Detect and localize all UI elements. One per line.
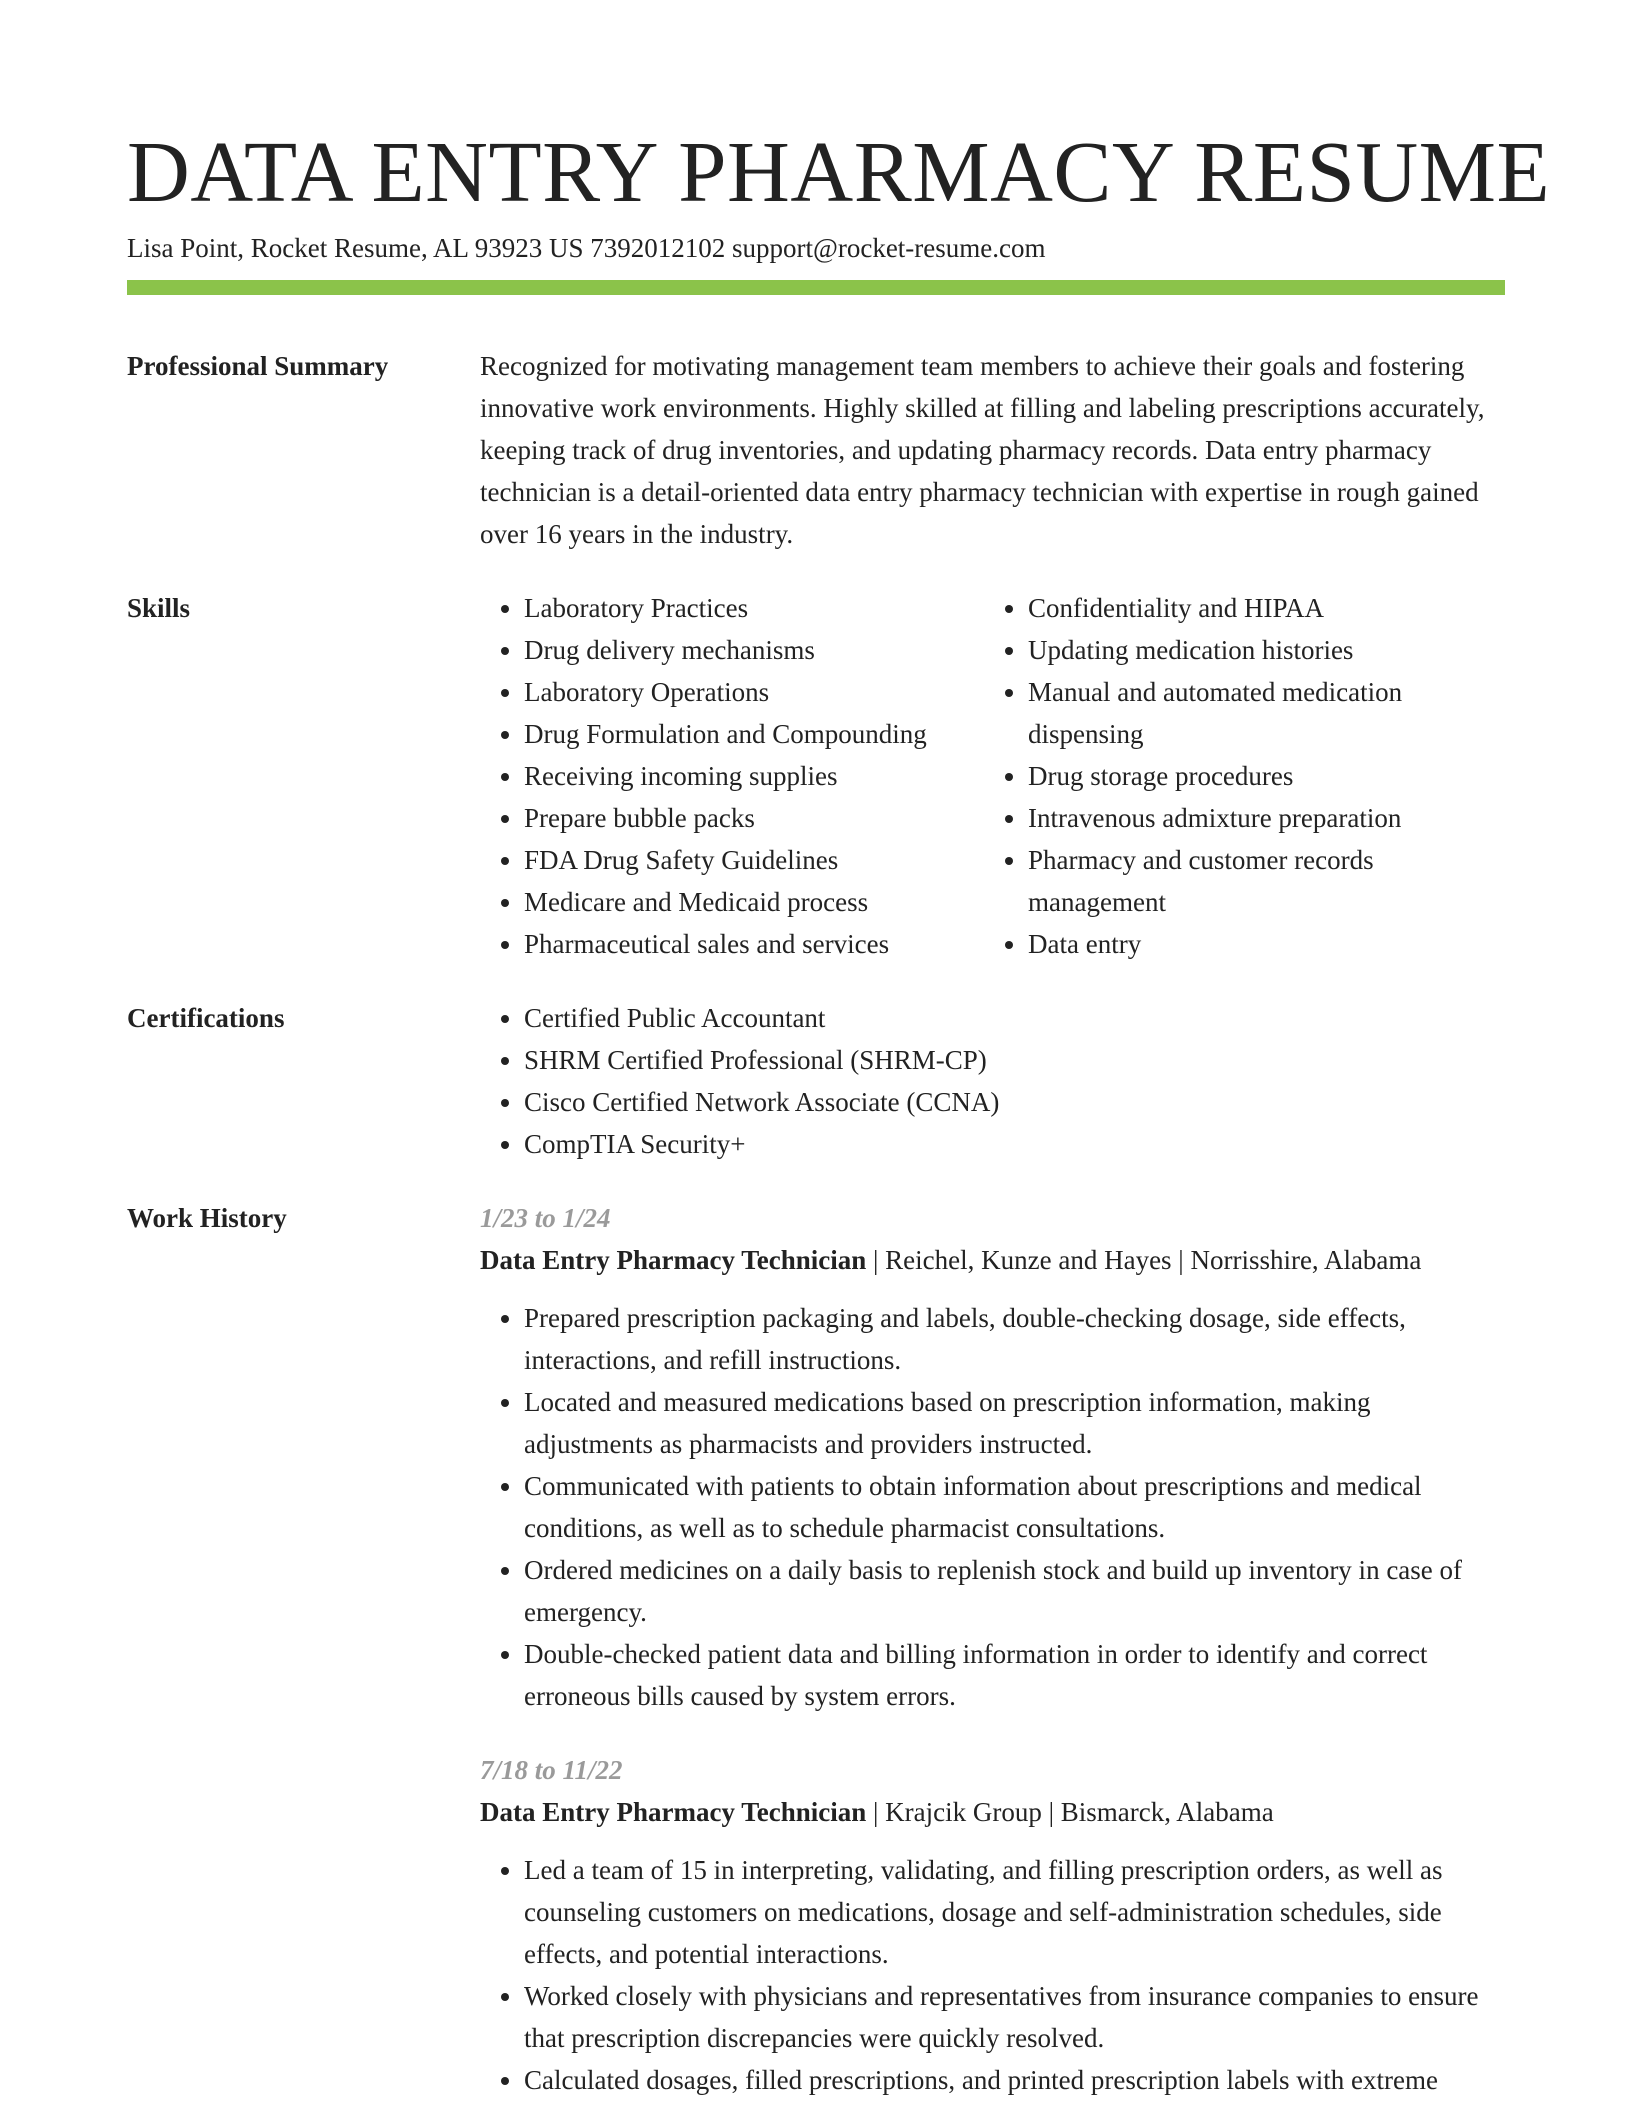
job-role: Data Entry Pharmacy Technician — [480, 1797, 867, 1827]
job-heading — [480, 1791, 1505, 1833]
job-duty: • Worked closely with physicians and representatives from insurance companies to ensure that prescription discrepancies were quickly resolved. — [524, 1975, 1505, 2059]
contact-line: Lisa Point, Rocket Resume, AL 93923 US 7392012102 support@rocket-resume.com — [127, 233, 1046, 263]
skill-item: • Laboratory Operations — [524, 671, 984, 713]
summary-text: Recognized for motivating management team members to achieve their goals and fostering innovative work environments. Highly skilled at filling and labeling prescriptions accurately, keeping track of drug inventories, and updating pharmacy records. Data entry pharmacy technician is a detail-oriented data entry pharmacy technician with expertise in rough gained over 16 years in the industry. — [480, 351, 1485, 549]
job-dates: 1/23 to 1/24 — [480, 1203, 611, 1233]
job-duty: • Ordered medicines on a daily basis to replenish stock and build up inventory in case of emergency. — [524, 1549, 1505, 1633]
job-role: Data Entry Pharmacy Technician — [480, 1245, 867, 1275]
skill-item: • FDA Drug Safety Guidelines — [524, 839, 984, 881]
certifications-section — [127, 997, 1505, 1165]
skill-item: • Updating medication histories — [1028, 629, 1488, 671]
skill-item: • Intravenous admixture preparation — [1028, 797, 1488, 839]
skill-item: • Manual and automated medication dispensing — [1028, 671, 1488, 755]
skills-section — [127, 587, 1505, 965]
job-details: | Krajcik Group | Bismarck, Alabama — [866, 1797, 1274, 1827]
skill-item: • Drug Formulation and Compounding — [524, 713, 984, 755]
job-duty: • Communicated with patients to obtain information about prescriptions and medical conditions, as well as to schedule pharmacist consultations. — [524, 1465, 1505, 1549]
skills-list-left — [480, 587, 984, 965]
skill-item: • Laboratory Practices — [524, 587, 984, 629]
work-history-label: Work History — [127, 1203, 287, 1233]
skill-item: • Pharmacy and customer records management — [1028, 839, 1488, 923]
skills-columns — [480, 587, 1505, 965]
certification-item: • CompTIA Security+ — [524, 1123, 1505, 1165]
certification-item: • Certified Public Accountant — [524, 997, 1505, 1039]
job-duty: • Prepared prescription packaging and labels, double-checking dosage, side effects, interactions, and refill instructions. — [524, 1297, 1505, 1381]
job-duty: • Double-checked patient data and billing information in order to identify and correct erroneous bills caused by system errors. — [524, 1633, 1505, 1717]
job-duties — [480, 1849, 1505, 2101]
job-entry — [480, 1197, 1505, 1717]
job-dates: 7/18 to 11/22 — [480, 1755, 623, 1785]
certification-item: • SHRM Certified Professional (SHRM-CP) — [524, 1039, 1505, 1081]
skill-item: • Confidentiality and HIPAA — [1028, 587, 1488, 629]
skills-label: Skills — [127, 593, 191, 623]
accent-divider — [127, 280, 1505, 295]
skill-item: • Pharmaceutical sales and services — [524, 923, 984, 965]
job-duty: • Calculated dosages, filled prescriptions, and printed prescription labels with extreme — [524, 2059, 1505, 2101]
skill-item: • Data entry — [1028, 923, 1488, 965]
summary-section — [127, 345, 1505, 555]
job-duty: • Located and measured medications based on prescription information, making adjustments as pharmacists and providers instructed. — [524, 1381, 1505, 1465]
resume-page — [127, 123, 1551, 2101]
skill-item: • Receiving incoming supplies — [524, 755, 984, 797]
job-entry — [480, 1749, 1505, 2101]
skills-list-right — [984, 587, 1488, 965]
skill-item: • Drug storage procedures — [1028, 755, 1488, 797]
summary-label: Professional Summary — [127, 351, 389, 381]
certifications-label: Certifications — [127, 1003, 285, 1033]
job-details: | Reichel, Kunze and Hayes | Norrisshire, Alabama — [866, 1245, 1422, 1275]
certifications-list — [480, 997, 1505, 1165]
job-duty: • Led a team of 15 in interpreting, validating, and filling prescription orders, as well as counseling customers on medications, dosage and self-administration schedules, side effects, and potential interactions. — [524, 1849, 1505, 1975]
skill-item: • Drug delivery mechanisms — [524, 629, 984, 671]
job-duties — [480, 1297, 1505, 1717]
skill-item: • Medicare and Medicaid process — [524, 881, 984, 923]
work-history-section — [127, 1197, 1505, 2101]
job-heading — [480, 1239, 1505, 1281]
certification-item: • Cisco Certified Network Associate (CCNA) — [524, 1081, 1505, 1123]
resume-title: DATA ENTRY PHARMACY RESUME — [127, 123, 1551, 220]
skill-item: • Prepare bubble packs — [524, 797, 984, 839]
